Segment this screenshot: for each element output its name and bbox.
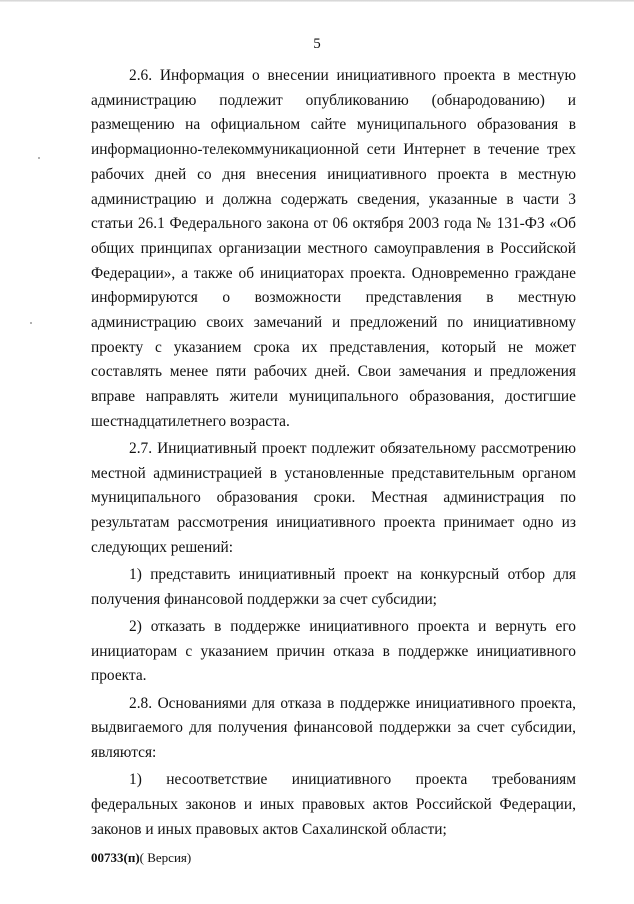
paragraph-2-7-item-1: 1) представить инициативный проект на конкурсный отбор для получения финансовой поддержки за счет субсидии;: [91, 566, 576, 608]
paragraph-2-7-item-2: 2) отказать в поддержке инициативного проекта и вернуть его инициаторам с указанием причин отказа в поддержке инициативного проекта.: [91, 617, 576, 685]
scan-speck: [38, 157, 40, 159]
paragraph-2-8-item-1: 1) несоответствие инициативного проекта требованиям федеральных законов и иных правовых актов Российской Федерации, законов и иных правовых актов Сахалинской области;: [91, 771, 576, 838]
document-body: [91, 64, 576, 845]
page-number: 5: [313, 36, 321, 52]
paragraph-2-6: 2.6. Информация о внесении инициативного проекта в местную администрацию подлежит опубликованию (обнародованию) и размещению на официальном сайте муниципального образования в информационно-телекоммуникационной сети Интернет в течение трех рабочих дней со дня внесения инициативного проекта в местную администрацию и должна содержать сведения, указанные в части 3 статьи 26.1 Федерального закона от 06 октября 2003 года № 131-ФЗ «Об общих принципах организации местного самоуправления в Российской Федерации», а также об инициаторах проекта. Одновременно граждане информируются о возможности представления в местную администрацию своих замечаний и предложений по инициативному проекту с указанием срока их представления, который не может составлять менее пяти рабочих дней. Свои замечания и предложения вправе направлять жители муниципального образования, достигшие шестнадцатилетнего возраста.: [91, 67, 576, 430]
document-code: 00733(п): [91, 850, 140, 865]
paragraph-2-8: 2.8. Основаниями для отказа в поддержке инициативного проекта, выдвигаемого для получения финансовой поддержки за счет субсидии, являются:: [91, 694, 576, 761]
scan-speck: [30, 322, 32, 324]
paragraph-2-7: 2.7. Инициативный проект подлежит обязательному рассмотрению местной администрацией в установленные представительным органом муниципального образования сроки. Местная администрация по результатам рассмотрения инициативного проекта принимает одно из следующих решений:: [91, 440, 576, 556]
document-version: ( Версия): [139, 850, 192, 865]
document-footer: [91, 850, 191, 866]
scan-top-edge: [0, 0, 634, 2]
